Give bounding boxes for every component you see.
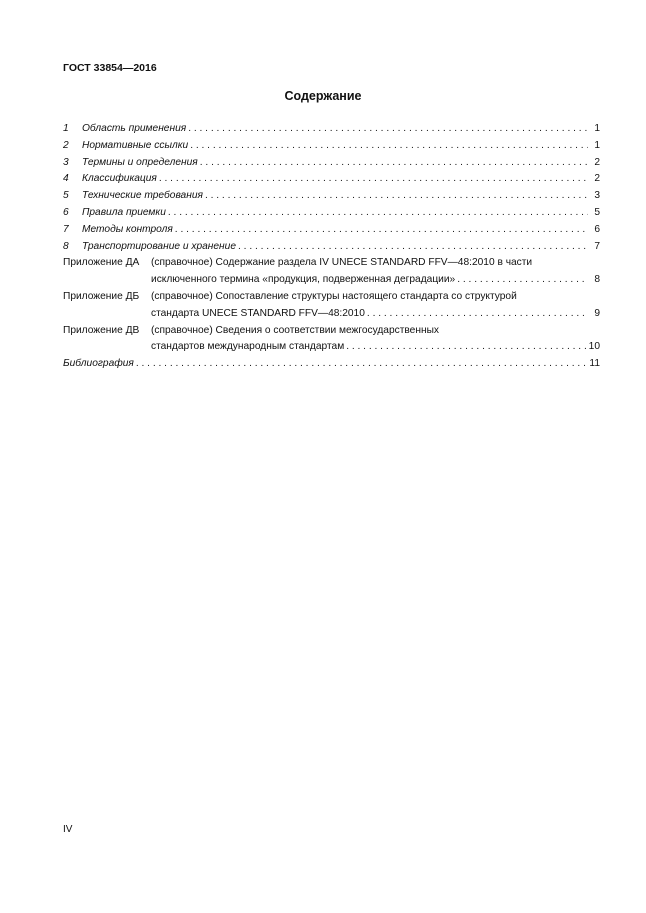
appendix-title-line1: (справочное) Сопоставление структуры настоящего стандарта со структурой <box>151 290 517 302</box>
table-of-contents <box>63 121 600 373</box>
appendix-title-line1: (справочное) Содержание раздела IV UNECE STANDARD FFV—48:2010 в части <box>151 257 533 269</box>
toc-entry <box>63 188 600 205</box>
toc-entry-label: Транспортирование и хранение <box>82 240 236 252</box>
appendix-page: 9 <box>594 307 600 319</box>
appendix-entry <box>63 323 600 340</box>
toc-entry <box>63 222 600 239</box>
toc-entry-label: Область применения <box>82 123 187 134</box>
toc-entry-number: 6 <box>63 206 69 218</box>
leader-dots <box>346 339 586 356</box>
appendix-page: 10 <box>588 341 600 353</box>
toc-entry-label: Правила приемки <box>82 206 166 218</box>
appendix-title-line2: стандартов международным стандартам <box>151 341 345 353</box>
appendix-title-line1: (справочное) Сведения о соответствии межгосударственных <box>151 324 440 336</box>
appendix-entry <box>63 289 600 306</box>
appendix-label: Приложение ДА <box>63 257 140 269</box>
toc-entry <box>63 155 600 172</box>
bibliography-page: 11 <box>589 358 600 370</box>
leader-dots <box>159 171 588 188</box>
leader-dots <box>136 356 588 373</box>
page-title: Содержание <box>284 89 362 103</box>
toc-entry-page: 1 <box>594 123 600 134</box>
toc-entry <box>63 239 600 256</box>
toc-entry-label: Технические требования <box>82 190 203 202</box>
toc-entry <box>63 138 600 155</box>
toc-entry-label: Методы контроля <box>82 223 173 235</box>
appendix-title-line2: исключенного термина «продукция, подверженная деградации» <box>151 274 456 286</box>
leader-dots <box>168 205 588 222</box>
appendix-title-line2: стандарта UNECE STANDARD FFV—48:2010 <box>151 307 365 319</box>
appendix-label: Приложение ДБ <box>63 290 140 302</box>
toc-entry-page: 2 <box>594 156 600 168</box>
toc-entry-page: 1 <box>594 139 600 151</box>
leader-dots <box>238 239 588 256</box>
toc-entry-label: Термины и определения <box>82 156 198 168</box>
toc-entry-label: Классификация <box>82 173 157 185</box>
toc-entry-page: 2 <box>594 173 600 185</box>
toc-entry <box>63 171 600 188</box>
document-number: ГОСТ 33854—2016 <box>63 62 157 74</box>
appendix-entry-continuation <box>63 306 600 323</box>
toc-entry-page: 5 <box>594 206 600 218</box>
appendix-page: 8 <box>594 274 600 286</box>
bibliography-entry <box>63 356 600 373</box>
toc-entry-number: 2 <box>63 139 69 151</box>
leader-dots <box>205 188 588 205</box>
leader-dots <box>457 272 588 289</box>
appendix-entry-continuation <box>63 272 600 289</box>
toc-entry-page: 3 <box>594 190 600 202</box>
bibliography-label: Библиография <box>63 358 134 370</box>
leader-dots <box>175 222 588 239</box>
appendix-label: Приложение ДВ <box>63 324 140 336</box>
appendix-entry-continuation <box>63 339 600 356</box>
toc-entry-number: 5 <box>63 190 69 202</box>
leader-dots <box>367 306 588 323</box>
leader-dots <box>200 155 588 172</box>
toc-entry-number: 8 <box>63 240 69 252</box>
appendix-entry <box>63 255 600 272</box>
toc-entry <box>63 121 600 138</box>
toc-entry <box>63 205 600 222</box>
toc-entry-number: 7 <box>63 223 69 235</box>
toc-entry-number: 3 <box>63 156 69 168</box>
leader-dots <box>190 138 588 155</box>
toc-entry-number: 4 <box>63 173 69 185</box>
toc-entry-page: 7 <box>594 240 600 252</box>
toc-entry-page: 6 <box>594 223 600 235</box>
page-number: IV <box>63 824 73 835</box>
leader-dots <box>188 121 588 138</box>
toc-entry-label: Нормативные ссылки <box>82 139 189 151</box>
toc-entry-number: 1 <box>63 123 69 134</box>
